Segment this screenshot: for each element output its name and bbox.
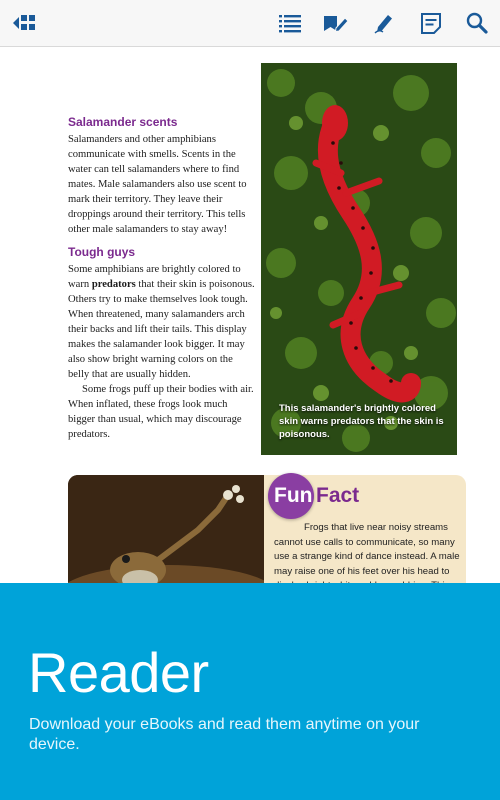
search-button[interactable]	[463, 9, 491, 37]
frog-illustration	[68, 475, 264, 587]
bookmark-edit-button[interactable]	[322, 9, 350, 37]
toc-icon	[277, 12, 303, 34]
book-page[interactable]	[0, 47, 500, 587]
banner-title: Reader	[28, 641, 209, 704]
section-heading-tough-guys: Tough guys	[68, 245, 136, 259]
salamander-illustration	[261, 63, 457, 455]
body-text: that their skin is poisonous. Others try to make themselves look tough. When threatened, many salamanders arch their backs and lift their tails. This display makes the salamander look bigger. It may also show bright warning colors on the belly that are usually hidden.	[68, 279, 255, 380]
toc-button[interactable]	[276, 9, 304, 37]
pen-button[interactable]	[370, 9, 398, 37]
fun-fact-label-fun: Fun	[274, 484, 313, 507]
text-column	[68, 115, 256, 442]
section-heading-scents: Salamander scents	[68, 115, 178, 129]
body-text: Some amphibians are brightly colored to warn	[68, 264, 241, 290]
search-icon	[465, 11, 489, 35]
photo-caption: This salamander's brightly colored skin warns predators that the skin is poisonous.	[279, 403, 444, 440]
toolbar	[0, 0, 500, 47]
grid-back-button[interactable]	[10, 9, 38, 37]
notes-icon	[419, 11, 443, 35]
promo-banner[interactable]	[0, 583, 500, 800]
salamander-photo	[261, 63, 457, 455]
glossary-term-predators[interactable]: predators	[91, 279, 136, 290]
fun-fact-text: Frogs that live near noisy streams cannot use calls to communicate, so many use a strange kind of dance instead. A male may raise one of his feet over his head to	[274, 522, 460, 577]
frog-photo	[68, 475, 264, 587]
grid-back-icon	[11, 12, 37, 34]
section-body-tough-guys	[68, 262, 256, 382]
pen-icon	[372, 11, 396, 35]
fun-fact-label-fact: Fact	[316, 484, 360, 507]
banner-subtitle: Download your eBooks and read them anytime on your device.	[29, 716, 420, 753]
section-body-frogs: Some frogs puff up their bodies with air. When inflated, these frogs look much bigger than usual, which may discourage predators.	[68, 384, 254, 440]
bookmark-edit-icon	[322, 12, 350, 34]
section-body-scents: Salamanders and other amphibians communicate with smells. Scents in the water can tell salamanders where to find mates. Male salamanders also use scent to mark their territory. They leave their droppings around their territory. This tells other male salamanders to stay away!	[68, 134, 247, 235]
notes-button[interactable]	[417, 9, 445, 37]
